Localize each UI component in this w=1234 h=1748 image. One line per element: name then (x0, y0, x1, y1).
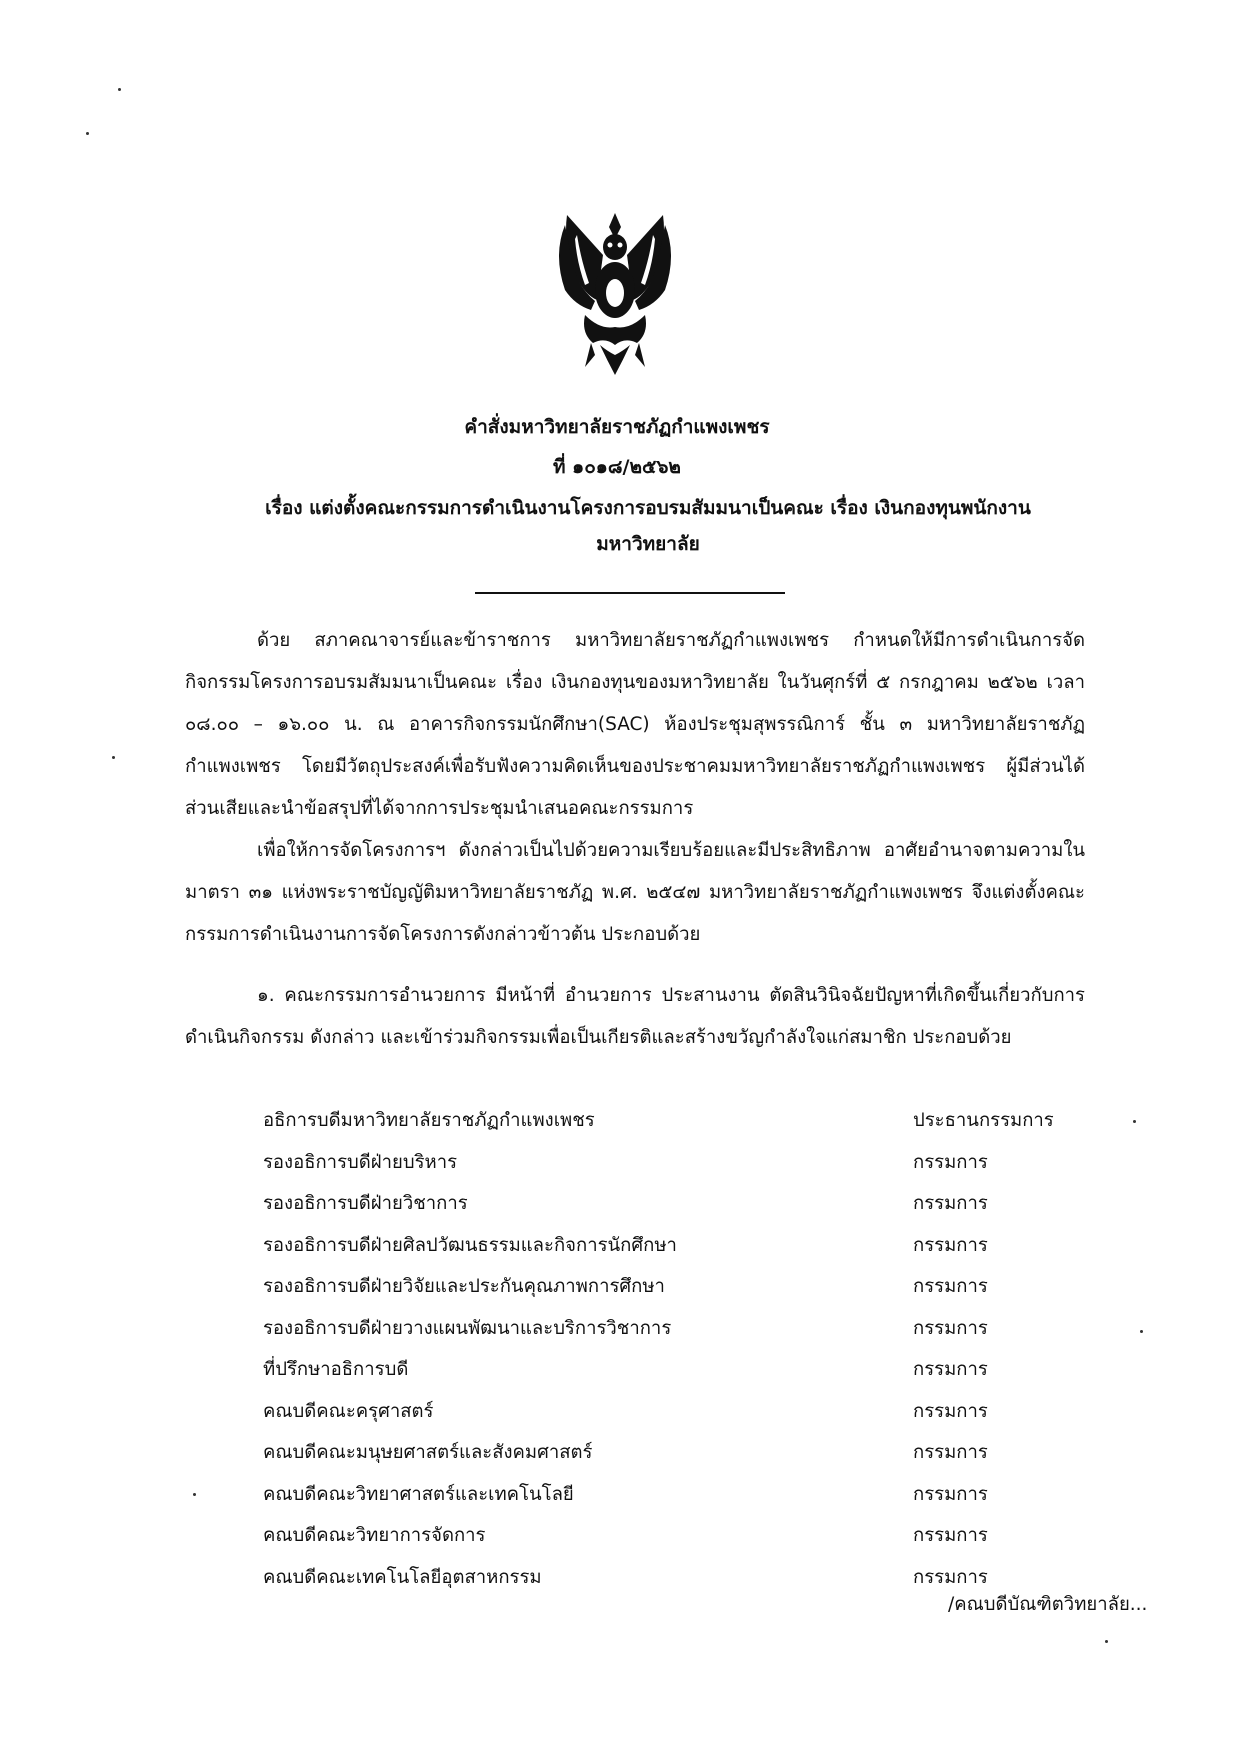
scan-speck (86, 132, 89, 135)
member-name: คณบดีคณะมนุษยศาสตร์และสังคมศาสตร์ (263, 1442, 593, 1464)
member-name: ที่ปรึกษาอธิการบดี (263, 1359, 409, 1381)
scan-speck (193, 1493, 196, 1496)
member-role: ประธานกรรมการ (913, 1110, 1054, 1132)
list-item (263, 1349, 1063, 1391)
list-item (263, 1557, 1063, 1599)
member-role: กรรมการ (913, 1442, 988, 1464)
paragraph-3: ๑. คณะกรรมการอำนวยการ มีหน้าที่ อำนวยการ ประสานงาน ตัดสินวินิจฉัยปัญหาที่เกิดขึ้นเกี่ยวกับการดำเนินกิจกรรม ดังกล่าว และเข้าร่วมกิจกรรมเพื่อเป็นเกียรติและสร้างขวัญกำลังใจแก่สมาชิก ประกอบด้วย (185, 985, 1085, 1048)
scan-speck (1140, 1330, 1143, 1333)
member-role: กรรมการ (913, 1193, 988, 1215)
scan-speck (1133, 1120, 1136, 1123)
garuda-emblem (545, 205, 685, 385)
order-title: คำสั่งมหาวิทยาลัยราชภัฏกำแพงเพชร (464, 416, 770, 438)
member-name: รองอธิการบดีฝ่ายวิชาการ (263, 1193, 468, 1215)
member-role: กรรมการ (913, 1400, 988, 1422)
member-role: กรรมการ (913, 1483, 988, 1505)
member-role: กรรมการ (913, 1317, 988, 1339)
list-item (263, 1515, 1063, 1557)
member-name: คณบดีคณะเทคโนโลยีอุตสาหกรรม (263, 1566, 542, 1588)
continued-note: /คณบดีบัณฑิตวิทยาลัย... (948, 1594, 1148, 1615)
list-item (263, 1142, 1063, 1184)
member-name: รองอธิการบดีฝ่ายวิจัยและประกันคุณภาพการศึกษา (263, 1276, 665, 1298)
list-item (263, 1474, 1063, 1516)
subject-line-2: มหาวิทยาลัย (596, 533, 700, 555)
paragraph-1: ด้วย สภาคณาจารย์และข้าราชการ มหาวิทยาลัยราชภัฏกำแพงเพชร กำหนดให้มีการดำเนินการจัดกิจกรรมโครงการอบรมสัมมนาเป็นคณะ เรื่อง เงินกองทุนของมหาวิทยาลัย ในวันศุกร์ที่ ๕ กรกฎาคม ๒๕๖๒ เวลา ๐๘.๐๐ – ๑๖.๐๐ น. ณ อาคารกิจกรรมนักศึกษา(SAC) ห้องประชุมสุพรรณิการ์ ชั้น ๓ มหาวิทยาลัยราชภัฏกำแพงเพชร โดยมีวัตถุประสงค์เพื่อรับฟังความคิดเห็นของประชาคมมหาวิทยาลัยราชภัฏกำแพงเพชร ผู้มีส่วนได้ส่วนเสียและนำข้อสรุปที่ได้จากการประชุมนำเสนอคณะกรรมการ (185, 630, 1085, 819)
order-number: ที่ ๑๐๑๘/๒๕๖๒ (553, 456, 681, 478)
member-role: กรรมการ (913, 1234, 988, 1256)
scan-speck (118, 88, 121, 91)
member-role: กรรมการ (913, 1151, 988, 1173)
list-item (263, 1266, 1063, 1308)
member-role: กรรมการ (913, 1566, 988, 1588)
list-item (263, 1100, 1063, 1142)
subject-line-1: เรื่อง แต่งตั้งคณะกรรมการดำเนินงานโครงการอบรมสัมมนาเป็นคณะ เรื่อง เงินกองทุนพนักงาน (265, 497, 1031, 519)
member-role: กรรมการ (913, 1359, 988, 1381)
member-name: รองอธิการบดีฝ่ายศิลปวัฒนธรรมและกิจการนักศึกษา (263, 1234, 677, 1256)
member-name: คณบดีคณะวิทยาศาสตร์และเทคโนโลยี (263, 1483, 574, 1505)
list-item (263, 1308, 1063, 1350)
member-name: คณบดีคณะครุศาสตร์ (263, 1400, 434, 1422)
scan-speck (112, 756, 115, 759)
scan-speck (1105, 1640, 1108, 1643)
member-name: คณบดีคณะวิทยาการจัดการ (263, 1525, 486, 1547)
list-item (263, 1432, 1063, 1474)
member-name: รองอธิการบดีฝ่ายบริหาร (263, 1151, 458, 1173)
member-name: รองอธิการบดีฝ่ายวางแผนพัฒนาและบริการวิชาการ (263, 1317, 672, 1339)
member-role: กรรมการ (913, 1525, 988, 1547)
divider (475, 592, 785, 594)
paragraph-2: เพื่อให้การจัดโครงการฯ ดังกล่าวเป็นไปด้วยความเรียบร้อยและมีประสิทธิภาพ อาศัยอำนาจตามความในมาตรา ๓๑ แห่งพระราชบัญญัติมหาวิทยาลัยราชภัฏ พ.ศ. ๒๕๔๗ มหาวิทยาลัยราชภัฏกำแพงเพชร จึงแต่งตั้งคณะกรรมการดำเนินงานการจัดโครงการดังกล่าวข้าวต้น ประกอบด้วย (185, 840, 1085, 945)
order-subject (218, 490, 1078, 562)
member-name: อธิการบดีมหาวิทยาลัยราชภัฏกำแพงเพชร (263, 1110, 595, 1132)
committee-member-list (263, 1100, 1063, 1598)
list-item (263, 1225, 1063, 1267)
list-item (263, 1183, 1063, 1225)
member-role: กรรมการ (913, 1276, 988, 1298)
list-item (263, 1391, 1063, 1433)
